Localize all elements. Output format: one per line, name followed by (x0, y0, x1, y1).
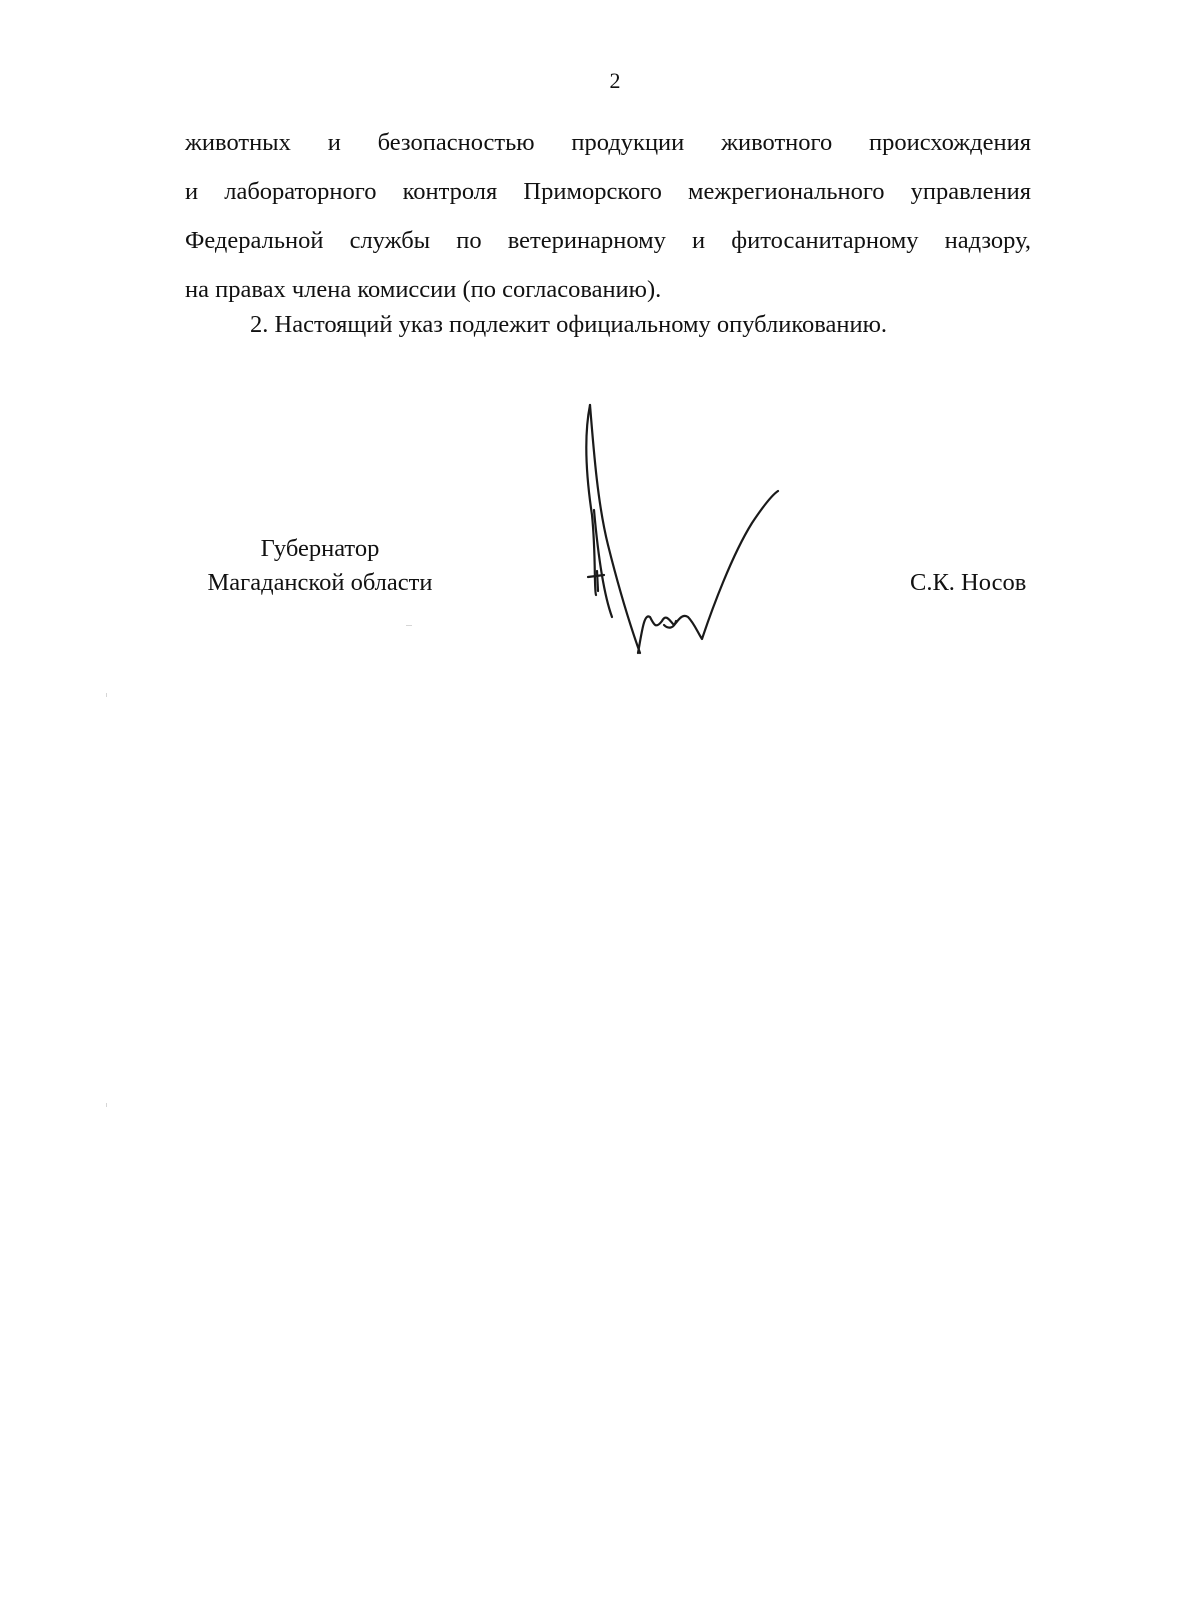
signer-position-line: Губернатор (260, 535, 380, 562)
paragraph-line: и лабораторного контроля Приморского межрегионального управления (185, 178, 1031, 205)
paragraph-line: Федеральной службы по ветеринарному и фитосанитарному надзору, (185, 227, 1031, 254)
signer-name: С.К. Носов (910, 569, 1027, 596)
handwritten-signature (580, 395, 800, 670)
signer-position (180, 532, 460, 600)
paragraph-continuation (185, 118, 1031, 314)
signer-position-line: Магаданской области (207, 569, 433, 596)
paragraph-line: животных и безопасностью продукции животного происхождения (185, 129, 1031, 156)
page-number: 2 (609, 68, 621, 93)
scan-mark (406, 625, 412, 626)
paragraph-line: на правах члена комиссии (по согласованию). (185, 276, 662, 303)
publication-clause: 2. Настоящий указ подлежит официальному опубликованию. (250, 311, 888, 338)
scan-mark (106, 1103, 107, 1107)
scan-mark (106, 693, 107, 697)
